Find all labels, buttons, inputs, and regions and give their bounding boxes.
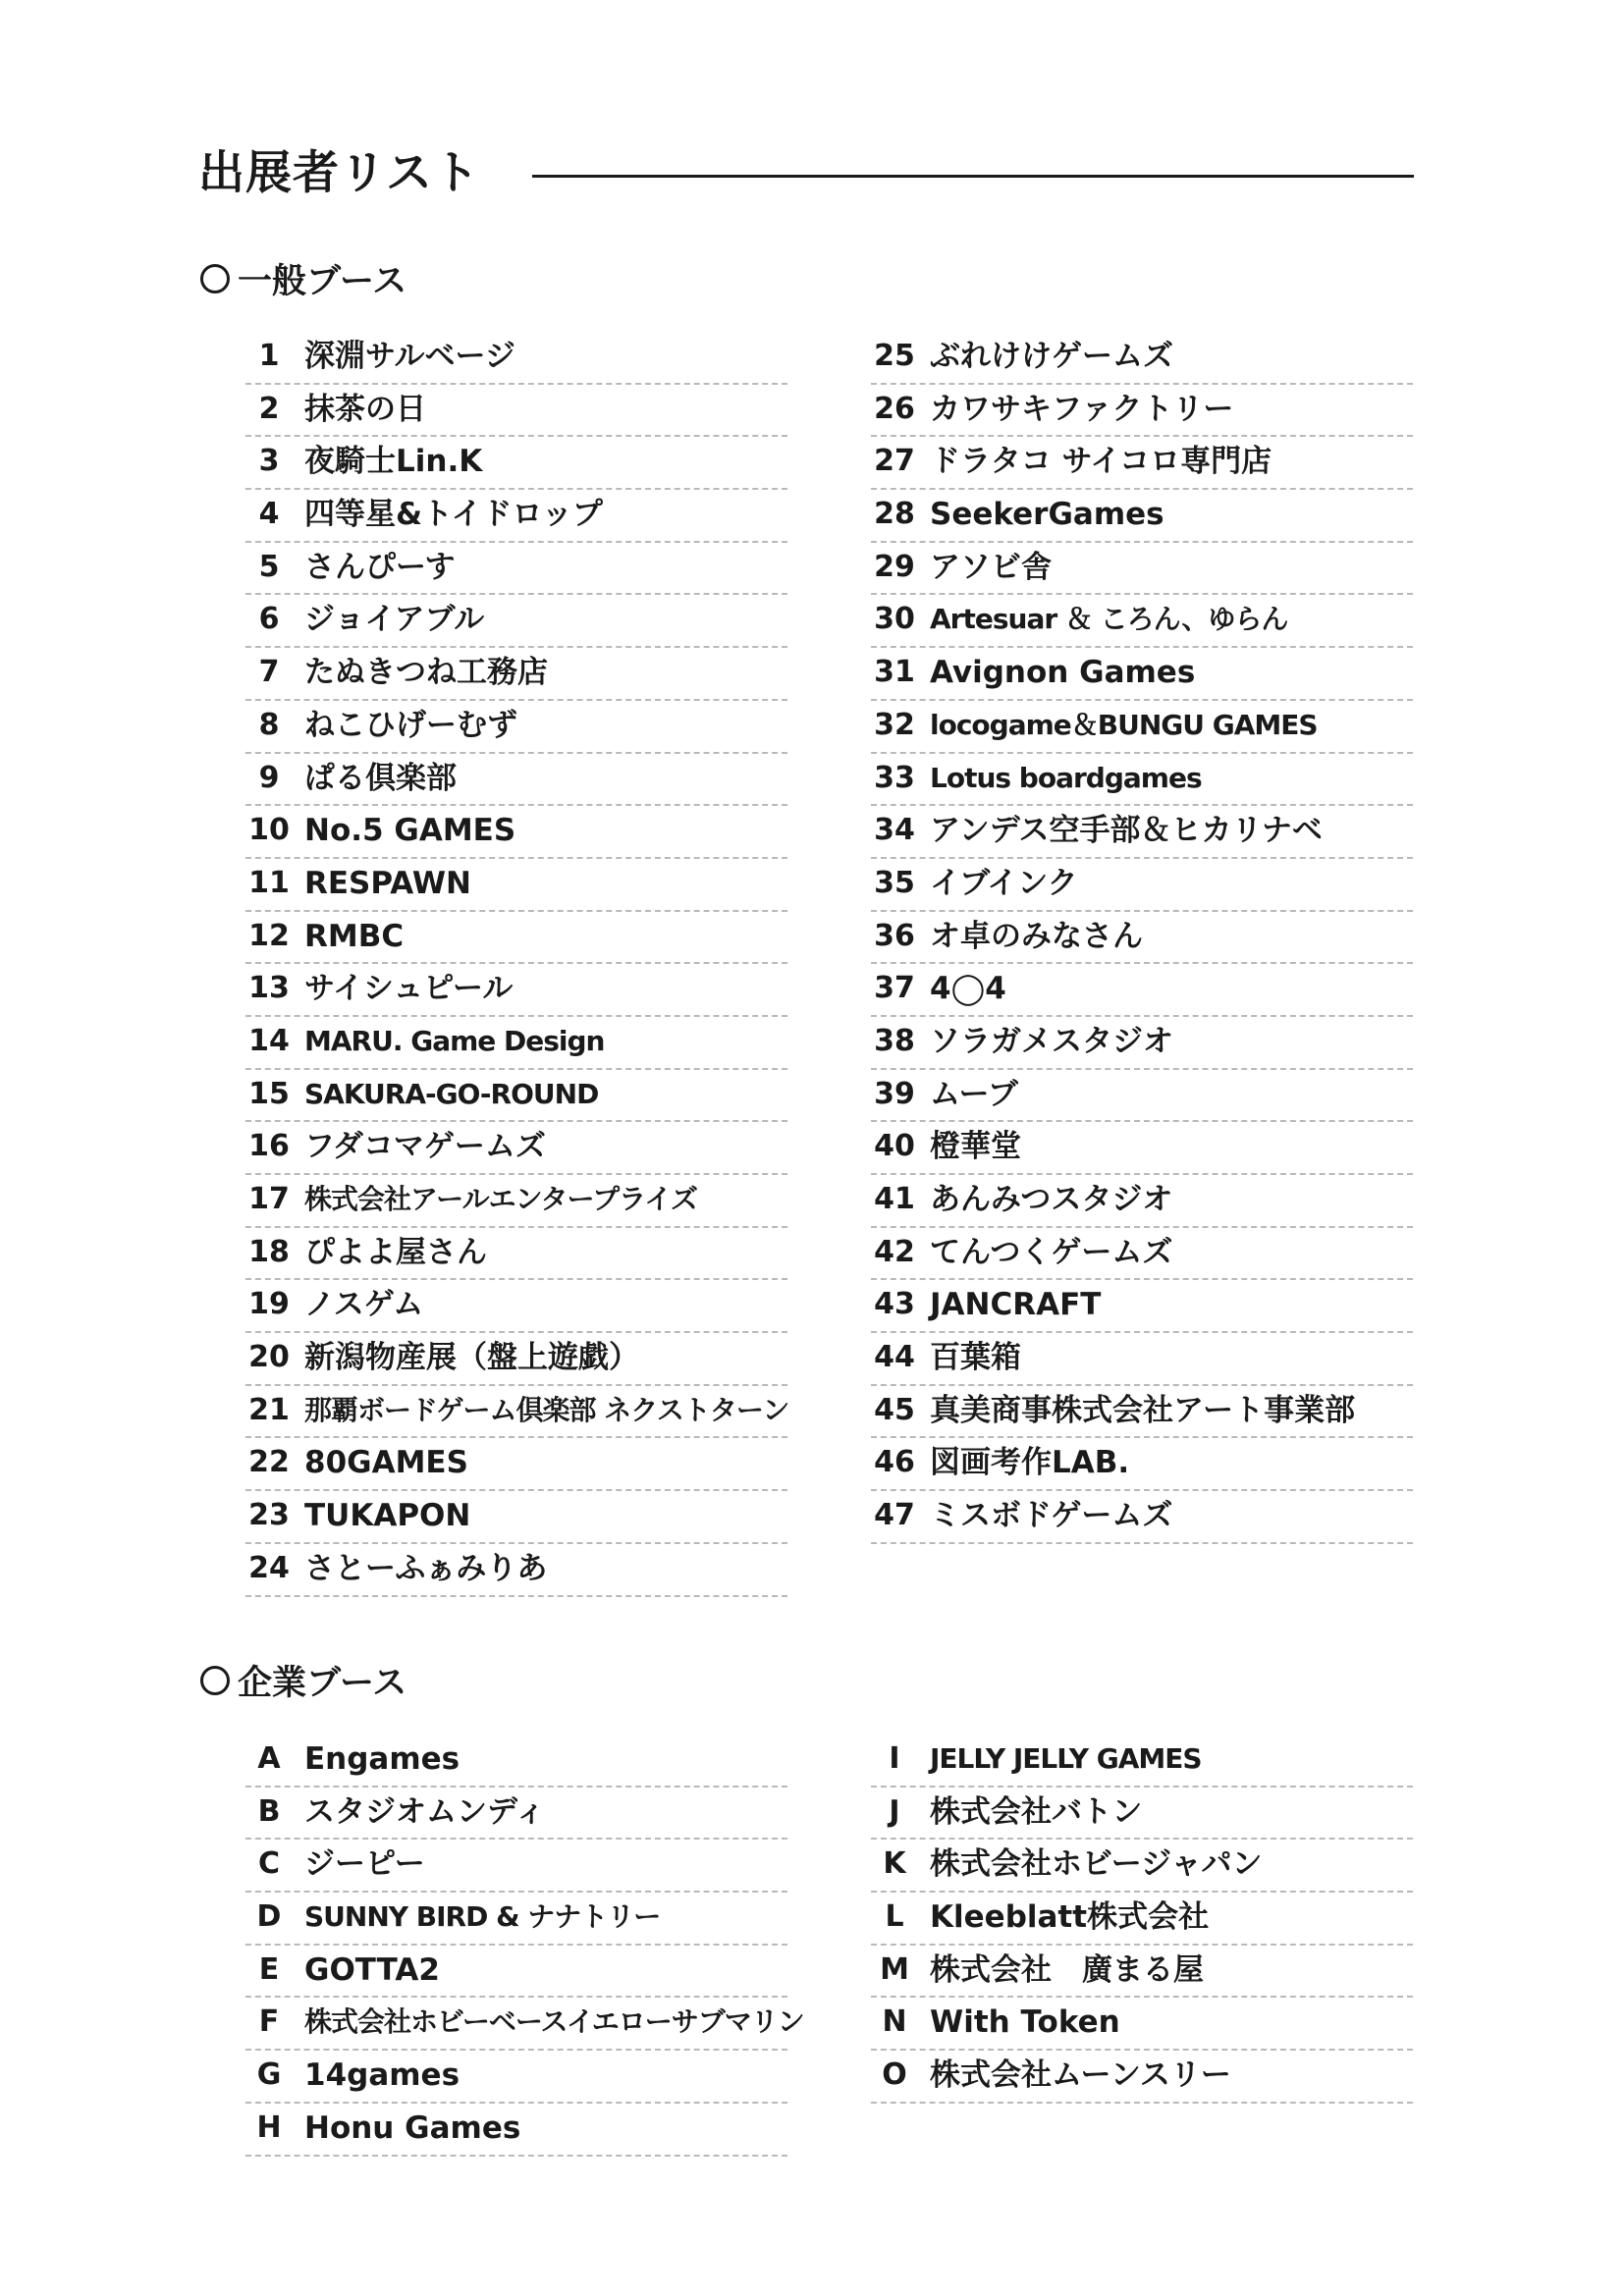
exhibitor-name: 株式会社ホビージャパン	[930, 1846, 1263, 1883]
booth-row	[871, 1840, 1413, 1893]
exhibitor-name: フダコマゲームズ	[304, 1129, 546, 1165]
exhibitor-name: 那覇ボードゲーム倶楽部 ネクストターン	[304, 1393, 789, 1426]
exhibitor-name: 抹茶の日	[304, 391, 426, 427]
title-row	[198, 139, 1414, 208]
exhibitor-name: スタジオムンディ	[304, 1793, 546, 1830]
exhibitor-name: GOTTA2	[304, 1951, 440, 1988]
booth-row	[871, 1017, 1413, 1070]
booth-row	[871, 1491, 1413, 1544]
booth-row	[245, 490, 787, 543]
corporate-booth-list-right	[871, 1735, 1413, 2104]
booth-row	[245, 701, 787, 754]
booth-number: 27	[874, 444, 915, 479]
exhibitor-name: てんつくゲームズ	[930, 1234, 1173, 1270]
exhibitor-name: 橙華堂	[930, 1129, 1021, 1165]
exhibitor-name: Honu Games	[304, 2109, 521, 2146]
booth-row	[245, 912, 787, 965]
booth-row	[871, 1386, 1413, 1439]
exhibitor-name: JELLY JELLY GAMES	[930, 1742, 1202, 1775]
exhibitor-name: ノスゲム	[304, 1287, 424, 1323]
booth-row	[245, 1070, 787, 1123]
exhibitor-name: ジーピー	[304, 1846, 425, 1883]
booth-row	[245, 1017, 787, 1070]
booth-row	[245, 385, 787, 438]
booth-number: E	[258, 1951, 280, 1987]
booth-row	[871, 332, 1413, 385]
exhibitor-name: アンデス空手部＆ヒカリナベ	[930, 813, 1323, 849]
booth-row	[871, 964, 1413, 1017]
exhibitor-name: 四等星&トイドロップ	[304, 497, 603, 533]
booth-number: 16	[248, 1129, 290, 1164]
booth-number: 23	[248, 1498, 290, 1533]
exhibitor-name: イブインク	[930, 865, 1078, 901]
booth-row	[245, 806, 787, 859]
exhibitor-name: 株式会社 廣まる屋	[930, 1951, 1204, 1988]
exhibitor-name: TUKAPON	[304, 1498, 471, 1534]
exhibitor-name: JANCRAFT	[930, 1287, 1102, 1323]
exhibitor-name: SAKURA-GO-ROUND	[304, 1077, 599, 1110]
circle-icon	[200, 1666, 230, 1695]
booth-number: 44	[874, 1340, 915, 1375]
exhibitor-name: Avignon Games	[930, 655, 1196, 691]
booth-number: 40	[874, 1129, 915, 1164]
booth-number: 39	[874, 1076, 915, 1111]
exhibitor-name: RESPAWN	[304, 865, 471, 901]
booth-number: 12	[248, 918, 290, 953]
booth-row	[871, 754, 1413, 807]
booth-row	[871, 2051, 1413, 2104]
exhibitor-name: 14games	[304, 2057, 460, 2094]
exhibitor-name: ねこひげーむず	[304, 707, 517, 743]
booth-row	[245, 1122, 787, 1175]
booth-number: 13	[248, 971, 290, 1006]
booth-number: 28	[874, 497, 915, 532]
exhibitor-name: ぴよよ屋さん	[304, 1234, 487, 1270]
booth-number: 24	[248, 1550, 290, 1585]
title-rule	[532, 175, 1414, 178]
booth-row	[245, 754, 787, 807]
booth-row	[871, 385, 1413, 438]
booth-row	[245, 1438, 787, 1491]
booth-number: B	[257, 1793, 281, 1829]
exhibitor-name: さとーふぁみりあ	[304, 1550, 548, 1586]
booth-row	[871, 543, 1413, 596]
exhibitor-name: With Token	[930, 2004, 1120, 2041]
booth-number: 42	[874, 1234, 915, 1269]
exhibitor-name: Engames	[304, 1741, 460, 1777]
booth-number: 25	[874, 339, 915, 373]
booth-row	[245, 2051, 787, 2104]
exhibitor-name: オ卓のみなさん	[930, 918, 1143, 954]
exhibitor-name: RMBC	[304, 918, 405, 954]
corporate-booth-list-left	[245, 1735, 804, 2157]
exhibitor-name: 図画考作LAB.	[930, 1445, 1130, 1481]
exhibitor-name: カワサキファクトリー	[930, 391, 1234, 427]
booth-number: O	[882, 2057, 907, 2093]
booth-number: 26	[874, 391, 915, 426]
booth-row	[245, 1333, 787, 1386]
booth-row	[245, 1946, 787, 1999]
exhibitor-name: ジョイアブル	[304, 602, 485, 638]
booth-number: 19	[248, 1287, 290, 1322]
booth-row	[871, 1175, 1413, 1228]
exhibitor-name: 百葉箱	[930, 1340, 1021, 1376]
booth-number: 15	[248, 1076, 290, 1111]
booth-number: 46	[874, 1445, 915, 1480]
exhibitor-name: 80GAMES	[304, 1445, 468, 1481]
booth-number: 9	[258, 760, 280, 795]
section-heading-corporate	[200, 1659, 406, 1708]
booth-number: 5	[258, 549, 280, 584]
booth-row	[871, 1893, 1413, 1946]
booth-number: 10	[248, 813, 290, 848]
exhibitor-name: ぶれけけゲームズ	[930, 339, 1173, 374]
booth-row	[871, 806, 1413, 859]
booth-number: 32	[874, 707, 915, 742]
booth-row	[245, 859, 787, 912]
exhibitor-name: ミスボドゲームズ	[930, 1498, 1173, 1534]
exhibitor-name: 4◯4	[930, 971, 1006, 1007]
booth-row	[245, 437, 787, 490]
exhibitor-name: Kleeblatt株式会社	[930, 1899, 1210, 1936]
exhibitor-name: 株式会社ムーンスリー	[930, 2057, 1231, 2094]
booth-number: 2	[258, 391, 280, 426]
booth-row	[871, 1998, 1413, 2051]
booth-row	[245, 595, 787, 648]
booth-number: J	[889, 1793, 900, 1829]
exhibitor-name: SeekerGames	[930, 497, 1164, 533]
booth-row	[245, 1998, 804, 2051]
booth-number: H	[256, 2109, 282, 2145]
general-booth-list-left	[245, 332, 787, 1597]
exhibitor-name: 株式会社アールエンタープライズ	[304, 1183, 697, 1215]
booth-number: 20	[248, 1340, 290, 1375]
section-heading-general-label: 一般ブース	[238, 262, 407, 301]
exhibitor-name: ぱる倶楽部	[304, 760, 457, 796]
booth-row	[245, 1280, 787, 1333]
booth-number: 14	[248, 1023, 290, 1058]
booth-row	[245, 1175, 787, 1228]
booth-row	[245, 1788, 787, 1841]
booth-number: C	[257, 1846, 281, 1882]
booth-number: 37	[874, 971, 915, 1006]
exhibitor-name: 深淵サルベージ	[304, 339, 515, 374]
booth-number: 36	[874, 918, 915, 953]
booth-row	[245, 648, 787, 701]
booth-number: I	[889, 1741, 900, 1776]
booth-number: 18	[248, 1234, 290, 1269]
circle-icon	[200, 264, 230, 294]
booth-row	[871, 1228, 1413, 1281]
booth-row	[245, 1735, 787, 1788]
exhibitor-name: アソビ舎	[930, 549, 1052, 585]
exhibitor-name: 株式会社ホビーベースイエローサブマリン	[304, 2005, 804, 2039]
booth-number: 45	[874, 1392, 915, 1427]
booth-number: 11	[248, 865, 290, 900]
section-heading-general	[200, 257, 406, 306]
booth-number: D	[256, 1899, 282, 1935]
booth-number: A	[257, 1741, 281, 1776]
booth-row	[871, 912, 1413, 965]
exhibitor-name: locogame＆BUNGU GAMES	[930, 708, 1318, 741]
booth-row	[871, 490, 1413, 543]
booth-row	[245, 1386, 787, 1439]
booth-row	[245, 332, 787, 385]
exhibitor-name: SUNNY BIRD & ナナトリー	[304, 1900, 661, 1934]
booth-number: 29	[874, 549, 915, 584]
booth-row	[245, 964, 787, 1017]
booth-number: 35	[874, 865, 915, 900]
booth-row	[871, 1946, 1413, 1999]
booth-number: 34	[874, 813, 915, 848]
exhibitor-name: No.5 GAMES	[304, 813, 516, 849]
exhibitor-name: ソラガメスタジオ	[930, 1023, 1173, 1059]
booth-row	[871, 701, 1413, 754]
booth-row	[871, 595, 1413, 648]
booth-number: 22	[248, 1445, 290, 1480]
booth-number: 17	[248, 1182, 290, 1216]
exhibitor-name: さんぴーす	[304, 549, 456, 585]
booth-row	[871, 1333, 1413, 1386]
exhibitor-name: 株式会社バトン	[930, 1793, 1143, 1830]
booth-row	[245, 543, 787, 596]
booth-row	[245, 1228, 787, 1281]
exhibitor-name: ムーブ	[930, 1076, 1018, 1112]
exhibitor-name: サイシュピール	[304, 971, 514, 1007]
booth-row	[871, 1280, 1413, 1333]
booth-number: 6	[258, 602, 280, 637]
booth-number: G	[256, 2057, 282, 2093]
booth-number: 7	[258, 655, 280, 690]
booth-number: 41	[874, 1182, 915, 1216]
booth-number: L	[885, 1899, 904, 1935]
booth-row	[871, 1788, 1413, 1841]
booth-number: 8	[258, 707, 280, 742]
booth-number: 1	[258, 339, 280, 373]
booth-number: N	[882, 2004, 907, 2040]
booth-row	[245, 1893, 787, 1946]
general-booth-list-right	[871, 332, 1413, 1544]
booth-row	[871, 1438, 1413, 1491]
exhibitor-name: 真美商事株式会社アート事業部	[930, 1392, 1356, 1428]
booth-number: 38	[874, 1023, 915, 1058]
booth-row	[871, 1735, 1413, 1788]
booth-row	[871, 1122, 1413, 1175]
booth-number: 43	[874, 1287, 915, 1322]
booth-number: 3	[258, 444, 280, 479]
booth-number: 31	[874, 655, 915, 690]
booth-number: 4	[258, 497, 280, 532]
booth-number: F	[258, 2004, 280, 2040]
section-heading-corporate-label: 企業ブース	[238, 1664, 407, 1703]
booth-row	[245, 1840, 787, 1893]
exhibitor-name: ドラタコ サイコロ専門店	[930, 444, 1272, 480]
booth-number: K	[883, 1846, 906, 1882]
booth-row	[245, 2104, 787, 2157]
exhibitor-name: あんみつスタジオ	[930, 1182, 1173, 1217]
booth-number: 33	[874, 760, 915, 795]
booth-row	[871, 437, 1413, 490]
booth-row	[871, 859, 1413, 912]
exhibitor-name: たぬきつね工務店	[304, 655, 548, 691]
booth-number: 47	[874, 1498, 915, 1533]
page-title: 出展者リスト	[198, 146, 481, 200]
exhibitor-name: 夜騎士Lin.K	[304, 444, 483, 480]
booth-number: 30	[874, 602, 915, 637]
booth-row	[871, 1070, 1413, 1123]
booth-row	[871, 648, 1413, 701]
exhibitor-name: 新潟物産展（盤上遊戯）	[304, 1340, 639, 1376]
exhibitor-name: MARU. Game Design	[304, 1024, 605, 1057]
booth-row	[245, 1491, 787, 1544]
booth-row	[245, 1544, 787, 1597]
exhibitor-name: Artesuar ＆ ころん、ゆらん	[930, 603, 1288, 636]
booth-number: M	[880, 1951, 909, 1987]
booth-number: 21	[248, 1392, 290, 1427]
exhibitor-name: Lotus boardgames	[930, 761, 1202, 794]
